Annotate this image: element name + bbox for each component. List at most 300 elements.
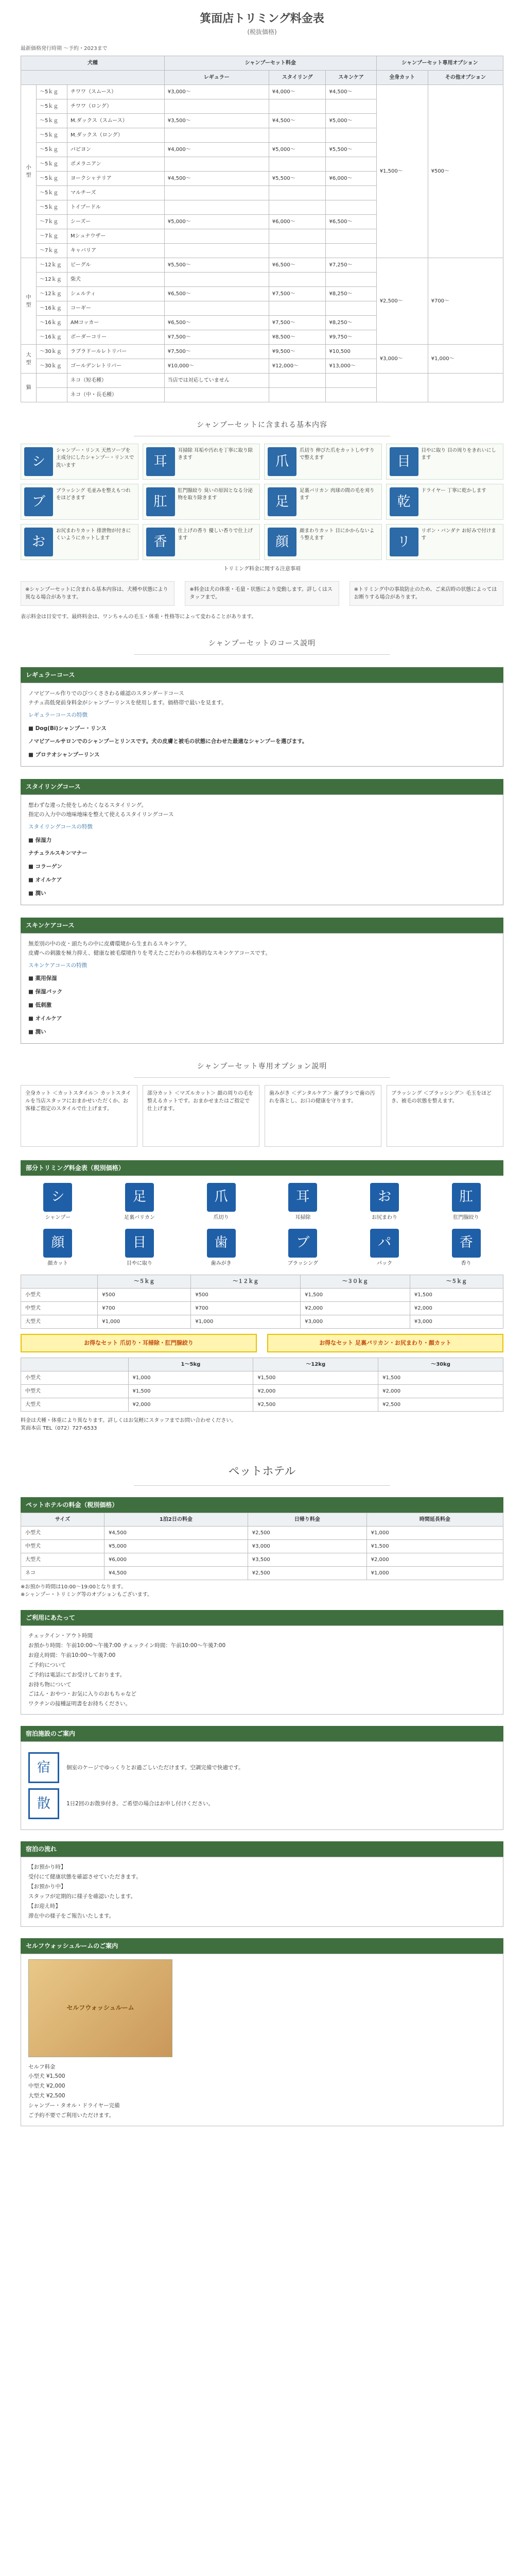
- part-item: [21, 1229, 95, 1267]
- service-text: 仕上げの香り 優しい香りで仕上げます: [178, 528, 253, 541]
- service-item: [386, 444, 504, 480]
- course-body: [21, 794, 503, 905]
- breed-cell: ゴールデンレトリバー: [67, 359, 165, 374]
- course-line: 皮膚への刺激を極力抑え、健康な被毛環境作りを考えたこだわりの本格的なスキンケアコースです。: [28, 950, 271, 956]
- price-cell: [269, 374, 326, 388]
- course-bullet: ■ Dog(Bi)シャンプー・リンス: [28, 725, 107, 732]
- other-option-price: ¥500〜: [428, 85, 503, 258]
- set-banners: [21, 1334, 503, 1353]
- price-cell: ¥6,500〜: [269, 258, 326, 273]
- weight-cell: 〜5ｋｇ: [37, 85, 67, 99]
- course-bullet: ■ プロテオシャンプーリンス: [28, 752, 100, 758]
- part-item: [347, 1229, 422, 1267]
- service-text: 肛門腺絞り 臭いの原因となる分泌物を取り除きます: [178, 488, 253, 501]
- part-label: 目やに取り: [126, 1260, 152, 1266]
- price-cell: [269, 128, 326, 143]
- part-item: [184, 1229, 258, 1267]
- part-icon: パ: [370, 1229, 399, 1258]
- service-icon: 香: [146, 528, 175, 556]
- service-text: 顔まわりカット 目にかからないよう整えます: [300, 528, 375, 541]
- breed-cell: ポメラニアン: [67, 157, 165, 172]
- selfwash-line: 大型犬 ¥2,500: [28, 2093, 65, 2099]
- part-item: [102, 1229, 177, 1267]
- part-icon: ブ: [288, 1229, 317, 1258]
- course-line: 無差別の中の皮・頭たちの中に皮膚環境から生まれるスキンケア。: [28, 940, 190, 947]
- selfwash-header: セルフウォッシュルームのご案内: [21, 1938, 503, 1954]
- weight-cell: 〜12ｋｇ: [37, 287, 67, 301]
- price-cell: ¥7,500〜: [269, 316, 326, 330]
- table-header: 〜５ｋｇ: [98, 1275, 191, 1288]
- weight-cell: 〜5ｋｇ: [37, 114, 67, 128]
- breed-cell: M.ダックス（ロング）: [67, 128, 165, 143]
- flow-line: 【お迎え時】: [28, 1903, 61, 1909]
- price-cell: [164, 186, 269, 200]
- part-label: パック: [376, 1260, 392, 1266]
- guide-line: ご予約について: [28, 1662, 66, 1668]
- divider: [134, 1077, 390, 1078]
- price-cell: [164, 128, 269, 143]
- set-banner: お得なセット 足裏バリカン・お尻まわり・顔カット: [267, 1334, 503, 1353]
- selfwash-line: 小型犬 ¥1,500: [28, 2073, 65, 2080]
- price-cell: ¥4,500〜: [164, 172, 269, 186]
- selfwash-line: 中型犬 ¥2,000: [28, 2083, 65, 2090]
- course-bullet: ノマビアールサロンでのシャンプーとリンスです。犬の皮膚と被毛の状態に合わせた最適なシャンプーを選びます。: [28, 738, 308, 745]
- course-bullet: ■ 潤い: [28, 1028, 46, 1035]
- table-cell: ¥1,500: [253, 1371, 378, 1385]
- service-text: ドライヤー 丁寧に乾かします: [421, 488, 486, 494]
- price-cell: ¥13,000〜: [326, 359, 376, 374]
- weight-cell: 〜16ｋｇ: [37, 316, 67, 330]
- courses-list: [21, 667, 503, 1044]
- service-icon: 足: [268, 487, 296, 516]
- breed-cell: 柴犬: [67, 273, 165, 287]
- service-item: [386, 524, 504, 560]
- service-item: [143, 524, 260, 560]
- part-icon: 顔: [43, 1229, 72, 1258]
- price-cell: ¥6,500〜: [164, 287, 269, 301]
- part-label: お尻まわり: [371, 1214, 397, 1221]
- price-cell: ¥5,000〜: [164, 215, 269, 229]
- flow-line: 【お預かり時】: [28, 1864, 66, 1871]
- price-cell: ¥10,500: [326, 345, 376, 359]
- price-cell: [269, 200, 326, 215]
- table-cell: 中型犬: [21, 1301, 98, 1315]
- service-text: 足裏バリカン 肉球の間の毛を刈ります: [300, 488, 375, 501]
- breed-cell: ネコ（短毛種）: [67, 374, 165, 388]
- table-cell: 小型犬: [21, 1288, 98, 1301]
- table-cell: ¥2,000: [366, 1553, 503, 1567]
- price-cell: ¥8,500〜: [269, 330, 326, 345]
- guide-line: お預かり時間：午前10:00〜午後7:00 チェックイン時間：午前10:00〜午後7:00: [28, 1642, 226, 1649]
- price-cell: [269, 157, 326, 172]
- part-icon: 香: [452, 1229, 481, 1258]
- breed-cell: AMコッカー: [67, 316, 165, 330]
- table-cell: ¥2,000: [378, 1385, 503, 1398]
- selfwash-lines: [28, 2062, 496, 2121]
- part-item: [347, 1183, 422, 1222]
- price-row: [21, 345, 503, 359]
- fullcut-price: ¥2,500〜: [376, 258, 428, 345]
- courses-title: シャンプーセットのコース説明: [208, 639, 316, 648]
- price-group-label: 大型: [21, 345, 37, 374]
- table-cell: ¥4,500: [104, 1527, 248, 1540]
- price-row: [21, 258, 503, 273]
- flow-line: 受付にて健康状態を確認させていただきます。: [28, 1874, 142, 1880]
- options-grid: [21, 1085, 503, 1147]
- part-item: [184, 1183, 258, 1222]
- table-cell: ¥500: [98, 1288, 191, 1301]
- price-cell: ¥5,000〜: [326, 114, 376, 128]
- price-cell: [326, 200, 376, 215]
- price-cell: ¥9,750〜: [326, 330, 376, 345]
- guide-line: ご予約は電話にてお受けしております。: [28, 1671, 126, 1678]
- service-text: リボン・バンダナ お好みで付けます: [421, 528, 496, 541]
- table-cell: ¥1,500: [301, 1288, 410, 1301]
- service-item: [143, 444, 260, 480]
- table-cell: ¥2,000: [410, 1301, 503, 1315]
- price-cell: [326, 273, 376, 287]
- fullcut-price: ¥3,000〜: [376, 345, 428, 374]
- weight-cell: 〜7ｋｇ: [37, 244, 67, 258]
- hotel-flow: [21, 1857, 503, 1926]
- price-cell: [164, 99, 269, 114]
- table-cell: ¥2,500: [248, 1527, 366, 1540]
- table-cell: ¥1,000: [366, 1527, 503, 1540]
- table-cell: ¥2,000: [253, 1385, 378, 1398]
- set-banner: お得なセット 爪切り・耳掃除・肛門腺絞り: [21, 1334, 257, 1353]
- table-cell: ¥6,000: [104, 1553, 248, 1567]
- hotel-guide: [21, 1625, 503, 1715]
- breed-cell: チワワ（ロング）: [67, 99, 165, 114]
- weight-cell: 〜16ｋｇ: [37, 330, 67, 345]
- price-table-header-option: シャンプーセット専用オプション: [376, 56, 503, 71]
- course-bullet: ■ コラーゲン: [28, 863, 62, 870]
- price-table-header-set: シャンプーセット料金: [164, 56, 376, 71]
- price-cell: [326, 301, 376, 316]
- table-cell: ¥1,500: [410, 1288, 503, 1301]
- table-cell: ¥1,000: [98, 1315, 191, 1328]
- part-item: [429, 1229, 503, 1267]
- table-header: 〜１２ｋｇ: [191, 1275, 301, 1288]
- price-cell: [269, 244, 326, 258]
- table-cell: ¥3,000: [301, 1315, 410, 1328]
- services-note: ※料金は犬の体重・毛量・状態により変動します。詳しくはスタッフまで。: [185, 581, 339, 606]
- price-cell: [326, 229, 376, 244]
- price-cell: ¥3,000〜: [164, 85, 269, 99]
- table-cell: 大型犬: [21, 1315, 98, 1328]
- service-icon: 顔: [268, 528, 296, 556]
- service-icon: 肛: [146, 487, 175, 516]
- table-cell: ¥1,500: [378, 1371, 503, 1385]
- price-cell: ¥8,250〜: [326, 316, 376, 330]
- table-row: [21, 1540, 503, 1553]
- weight-cell: 〜7ｋｇ: [37, 215, 67, 229]
- table-header: 時間延長料金: [366, 1513, 503, 1527]
- price-table-body: [21, 85, 503, 402]
- part-icon: 歯: [207, 1229, 236, 1258]
- selfwash-body: [21, 1954, 503, 2126]
- other-option-price: [428, 374, 503, 402]
- flow-line: 【お預かり中】: [28, 1883, 66, 1890]
- table-cell: ネコ: [21, 1567, 104, 1580]
- part-item: [102, 1183, 177, 1222]
- table-header: 日帰り料金: [248, 1513, 366, 1527]
- part-label: 爪切り: [213, 1214, 229, 1221]
- hotel-rate-table: [21, 1513, 503, 1580]
- service-text: シャンプー・リンス 天然ソープを主成分にしたシャンプー・リンスで洗います: [56, 448, 134, 468]
- service-item: [143, 484, 260, 520]
- price-valid-note: 最新価格発行時期 〜予約・2023まで: [21, 46, 108, 52]
- table-header: サイズ: [21, 1513, 104, 1527]
- table-cell: ¥700: [98, 1301, 191, 1315]
- table-row: [21, 1371, 503, 1385]
- price-table: [21, 56, 503, 402]
- table-head-row: [21, 1513, 503, 1527]
- option-card: 部分カット ＜マズルカット＞ 顔の周りの毛を整えるカットです。おまかせまたはご指定で仕上げます。: [143, 1085, 259, 1147]
- table-cell: ¥5,000: [104, 1540, 248, 1553]
- services-disclaimer: 表示料金は目安です。最終料金は、ワンちゃんの毛玉・体重・性格等によって変わることがあります。: [21, 614, 257, 620]
- part-item: [21, 1183, 95, 1222]
- price-cell: [164, 229, 269, 244]
- service-icon: 耳: [146, 447, 175, 476]
- selfwash-photo: セルフウォッシュルーム: [28, 1959, 172, 2057]
- table-cell: 小型犬: [21, 1371, 129, 1385]
- guide-line: チェックイン・アウト時間: [28, 1633, 93, 1639]
- table-cell: ¥2,500: [253, 1398, 378, 1412]
- breed-cell: シーズー: [67, 215, 165, 229]
- table-header: [21, 1358, 129, 1371]
- service-item: [386, 484, 504, 520]
- table-header: 〜12kg: [253, 1358, 378, 1371]
- part-icon: 耳: [288, 1183, 317, 1212]
- page-subtitle: (税抜価格): [247, 28, 277, 36]
- parts-table: [21, 1275, 503, 1329]
- table-cell: ¥1,000: [191, 1315, 301, 1328]
- price-cell: ¥6,000〜: [326, 172, 376, 186]
- price-cell: [164, 301, 269, 316]
- table-header: 〜５ｋｇ: [410, 1275, 503, 1288]
- course-sub: スタイリングコースの特徴: [28, 823, 93, 830]
- price-cell: ¥6,500〜: [164, 316, 269, 330]
- price-cell: [326, 374, 376, 388]
- divider: [134, 654, 390, 655]
- price-cell: ¥5,500〜: [326, 143, 376, 157]
- price-cell: ¥6,000〜: [269, 215, 326, 229]
- service-text: ブラッシング 毛並みを整えもつれをほどきます: [56, 488, 131, 501]
- room-row: [28, 1788, 496, 1819]
- breed-cell: ボーダーコリー: [67, 330, 165, 345]
- service-icon: リ: [390, 528, 418, 556]
- price-cell: [326, 388, 376, 402]
- course-bullet: ナチュラルスキンマナー: [28, 850, 88, 857]
- course-bullet: ■ オイルケア: [28, 877, 62, 884]
- course-bullet: ■ 低刺激: [28, 1002, 52, 1009]
- price-cell: ¥4,000〜: [269, 85, 326, 99]
- price-table-header-styling: スタイリング: [269, 71, 326, 85]
- weight-cell: 〜16ｋｇ: [37, 301, 67, 316]
- price-group-label: 猫: [21, 374, 37, 402]
- table-cell: 小型犬: [21, 1527, 104, 1540]
- hotel-room-header: 宿泊施設のご案内: [21, 1726, 503, 1741]
- breed-cell: ネコ（中・長毛種）: [67, 388, 165, 402]
- price-cell: ¥7,500〜: [164, 330, 269, 345]
- weight-cell: 〜12ｋｇ: [37, 273, 67, 287]
- service-text: 目やに取り 目の周りをきれいにします: [421, 448, 497, 461]
- hotel-rate-note: ※シャンプー・トリミング等のオプションもございます。: [21, 1592, 152, 1598]
- weight-cell: 〜5ｋｇ: [37, 186, 67, 200]
- breed-cell: コーギー: [67, 301, 165, 316]
- weight-cell: 〜12ｋｇ: [37, 258, 67, 273]
- table-cell: 中型犬: [21, 1385, 129, 1398]
- course-line: 指定の入力中の地味地味を整えて使えるスタイリングコース: [28, 811, 174, 818]
- weight-cell: 〜5ｋｇ: [37, 200, 67, 215]
- part-icon: 爪: [207, 1183, 236, 1212]
- table-row: [21, 1567, 503, 1580]
- price-cell: [164, 200, 269, 215]
- price-cell: [164, 157, 269, 172]
- part-label: 耳掃除: [295, 1214, 311, 1221]
- service-item: [21, 484, 138, 520]
- price-table-header-blank: [21, 71, 165, 85]
- table-cell: ¥2,000: [301, 1301, 410, 1315]
- price-row: [21, 374, 503, 388]
- course-sub: レギュラーコースの特徴: [28, 711, 88, 718]
- option-card: 全身カット ＜カットスタイル＞ カットスタイルを当店スタッフにおまかせいただくか、お客様ご指定のスタイルで仕上げます。: [21, 1085, 137, 1147]
- part-icon: お: [370, 1183, 399, 1212]
- course-bullet: ■ 保湿力: [28, 837, 52, 843]
- course-line: ノマビアール作りでのびつくささわる確認のスタンダードコース: [28, 690, 184, 697]
- weight-cell: 〜5ｋｇ: [37, 172, 67, 186]
- table-cell: ¥1,500: [366, 1540, 503, 1553]
- course-bullet: ■ 潤い: [28, 890, 46, 896]
- table-cell: ¥2,500: [248, 1567, 366, 1580]
- service-icon: お: [24, 528, 53, 556]
- table-cell: ¥2,000: [128, 1398, 253, 1412]
- services-title: シャンプーセットに含まれる基本内容: [196, 421, 328, 429]
- table-cell: 大型犬: [21, 1553, 104, 1567]
- breed-cell: キャバリア: [67, 244, 165, 258]
- table-cell: ¥1,000: [128, 1371, 253, 1385]
- part-label: 足裏バリカン: [124, 1214, 155, 1221]
- course-bullet: ■ 薬用保湿: [28, 975, 57, 982]
- table-header: [21, 1275, 98, 1288]
- page-title: 箕面店トリミング料金表: [200, 12, 324, 25]
- price-cell: [269, 301, 326, 316]
- part-label: 顔カット: [47, 1260, 68, 1266]
- price-cell: [269, 388, 326, 402]
- services-note: ※シャンプーセットに含まれる基本内容は、犬種や状態により異なる場合があります。: [21, 581, 174, 606]
- table-cell: ¥3,000: [248, 1540, 366, 1553]
- breed-cell: チワワ（スムース）: [67, 85, 165, 99]
- course-line: ナチュ高低発前身料金がシャンプーリンスを使用します。価格帯で最いを見ます。: [28, 699, 227, 706]
- flow-line: スタッフが定期的に様子を確認いたします。: [28, 1893, 136, 1900]
- course-header: レギュラーコース: [21, 667, 503, 683]
- breed-cell: シェルティ: [67, 287, 165, 301]
- part-item: [266, 1229, 340, 1267]
- price-cell: [269, 273, 326, 287]
- services-note: ※トリミング中の事故防止のため、ご来店時の状態によってはお断りする場合があります。: [350, 581, 503, 606]
- part-label: 香り: [461, 1260, 471, 1266]
- breed-cell: M.ダックス（スムース）: [67, 114, 165, 128]
- option-card: ブラッシング ＜ブラッシング＞ 毛玉をほどき、被毛の状態を整えます。: [387, 1085, 503, 1147]
- parts-header: 部分トリミング料金表（税別価格）: [21, 1160, 503, 1176]
- price-table-header-skincare: スキンケア: [326, 71, 376, 85]
- services-footer: トリミング料金に関する注意事項: [223, 566, 301, 572]
- weight-cell: [37, 388, 67, 402]
- course-header: スタイリングコース: [21, 779, 503, 794]
- table-row: [21, 1385, 503, 1398]
- other-option-price: ¥700〜: [428, 258, 503, 345]
- breed-cell: パピヨン: [67, 143, 165, 157]
- course-bullet: ■ 保湿パック: [28, 989, 63, 995]
- price-cell: ¥12,000〜: [269, 359, 326, 374]
- service-icon: シ: [24, 447, 53, 476]
- price-cell: ¥9,500〜: [269, 345, 326, 359]
- part-label: 肛門腺絞り: [453, 1214, 479, 1221]
- weight-cell: [37, 374, 67, 388]
- part-icon: 目: [125, 1229, 154, 1258]
- price-cell: [164, 273, 269, 287]
- price-cell: 当店では対応していません: [164, 374, 269, 388]
- part-icon: シ: [43, 1183, 72, 1212]
- service-icon: 乾: [390, 487, 418, 516]
- weight-cell: 〜5ｋｇ: [37, 143, 67, 157]
- services-grid: [21, 444, 503, 560]
- breed-cell: ビーグル: [67, 258, 165, 273]
- hotel-rate-note: ※お預かり時間は10:00〜19:00となります。: [21, 1584, 127, 1590]
- course-body: [21, 683, 503, 767]
- service-text: 爪切り 伸びた爪をカットしやすりで整えます: [300, 448, 375, 461]
- table-header: 〜３０ｋｇ: [301, 1275, 410, 1288]
- guide-line: お持ち物について: [28, 1681, 72, 1688]
- course-line: 想わずな違った使をしめたくなるスタイリング。: [28, 802, 147, 809]
- services-notes: [21, 581, 503, 606]
- table-cell: ¥3,500: [248, 1553, 366, 1567]
- table-row: [21, 1527, 503, 1540]
- price-cell: ¥5,500〜: [164, 258, 269, 273]
- options-title: シャンプーセット専用オプション説明: [197, 1062, 327, 1071]
- part-icon: 足: [125, 1183, 154, 1212]
- price-cell: [269, 99, 326, 114]
- hotel-section: [21, 1497, 503, 2126]
- service-item: [264, 484, 382, 520]
- price-row: [21, 85, 503, 99]
- parts-tel: 箕面本店 TEL（072）727-6533: [21, 1426, 97, 1432]
- course-body: [21, 933, 503, 1044]
- weight-cell: 〜5ｋｇ: [37, 157, 67, 172]
- table-cell: ¥3,000: [410, 1315, 503, 1328]
- price-table-header-regular: レギュラー: [164, 71, 269, 85]
- service-item: [21, 444, 138, 480]
- guide-line: ごはん・おやつ・お気に入りのおもちゃなど: [28, 1691, 136, 1698]
- table-cell: ¥500: [191, 1288, 301, 1301]
- room-text: 1日2回のお散歩付き。ご希望の場合はお申し付けください。: [66, 1800, 214, 1807]
- option-card: 歯みがき ＜デンタルケア＞ 歯ブラシで歯の汚れを落とし、お口の健康を守ります。: [265, 1085, 381, 1147]
- weight-cell: 〜5ｋｇ: [37, 128, 67, 143]
- part-item: [429, 1183, 503, 1222]
- table-header: 1泊2日の料金: [104, 1513, 248, 1527]
- breed-cell: ヨークシャテリア: [67, 172, 165, 186]
- walk-icon: 散: [28, 1788, 59, 1819]
- price-cell: ¥10,000〜: [164, 359, 269, 374]
- table-header: 1〜5kg: [128, 1358, 253, 1371]
- table-row: [21, 1301, 503, 1315]
- service-icon: 爪: [268, 447, 296, 476]
- selfwash-line: セルフ料金: [28, 2063, 56, 2070]
- hotel-title: ペットホテル: [228, 1465, 296, 1479]
- price-cell: [326, 244, 376, 258]
- service-icon: ブ: [24, 487, 53, 516]
